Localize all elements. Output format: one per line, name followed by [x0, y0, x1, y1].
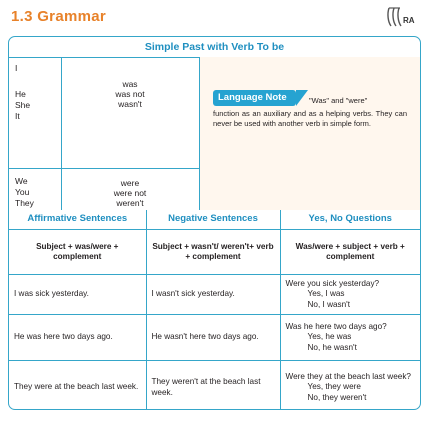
pronoun: You	[15, 187, 30, 197]
verb-form: was not	[115, 89, 145, 99]
verb-form: wasn't	[118, 99, 142, 109]
formula-cell: Subject + was/were + complement	[9, 230, 146, 275]
column-header: Yes, No Questions	[280, 210, 420, 230]
language-note-tag: Language Note	[213, 90, 296, 106]
formula-cell: Subject + wasn't/ weren't+ verb + complement	[146, 230, 280, 275]
grammar-box	[8, 36, 421, 410]
pronoun: It	[15, 111, 20, 121]
note-line: "Was" and "were"	[309, 96, 368, 105]
pronoun: She	[15, 100, 31, 110]
verb-form: weren't	[116, 198, 144, 208]
affirmative-cell: I was sick yesterday.	[9, 275, 146, 315]
box-header: Simple Past with Verb To be	[9, 37, 420, 58]
column-header: Negative Sentences	[146, 210, 280, 230]
column-header: Affirmative Sentences	[9, 210, 146, 230]
language-note	[200, 57, 420, 210]
table-row	[9, 361, 420, 411]
conjugation-table	[9, 57, 200, 210]
verb-form: was	[122, 79, 138, 89]
negative-cell: I wasn't sick yesterday.	[146, 275, 280, 315]
question-text: Was he here two days ago?	[285, 321, 387, 331]
question-cell	[280, 315, 420, 361]
section-title: 1.3 Grammar	[11, 8, 107, 25]
table-row	[9, 275, 420, 315]
pronoun: I	[15, 63, 18, 73]
question-cell	[280, 275, 420, 315]
sentences-table	[9, 210, 420, 410]
affirmative-cell: They were at the beach last week.	[9, 361, 146, 411]
negative-cell: They weren't at the beach last week.	[146, 361, 280, 411]
answer-yes: Yes, he was	[307, 332, 352, 342]
verb-form: were not	[113, 188, 147, 198]
question-text: Were you sick yesterday?	[285, 278, 380, 288]
pronoun: He	[15, 89, 26, 99]
affirmative-cell: He was here two days ago.	[9, 315, 146, 361]
book-logo-icon	[386, 6, 422, 30]
answer-yes: Yes, they were	[307, 382, 361, 392]
verb-form: were	[120, 178, 140, 188]
negative-cell: He wasn't here two days ago.	[146, 315, 280, 361]
answer-no: No, they weren't	[307, 392, 367, 402]
logo-label: RA	[403, 16, 415, 25]
tag-corner	[296, 90, 308, 106]
pronoun: We	[15, 176, 28, 186]
note-body: function as an auxiliary and as a helping verbs. They can never be used with another verb in simple form.	[213, 109, 407, 128]
answer-no: No, I wasn't	[307, 299, 351, 309]
table-row	[9, 315, 420, 361]
answer-yes: Yes, I was	[307, 289, 345, 299]
pronoun: They	[15, 198, 34, 208]
formula-cell: Was/were + subject + verb + complement	[280, 230, 420, 275]
row-divider	[9, 168, 199, 169]
question-text: Were they at the beach last week?	[285, 371, 411, 381]
answer-no: No, he wasn't	[307, 342, 357, 352]
question-cell	[280, 361, 420, 411]
